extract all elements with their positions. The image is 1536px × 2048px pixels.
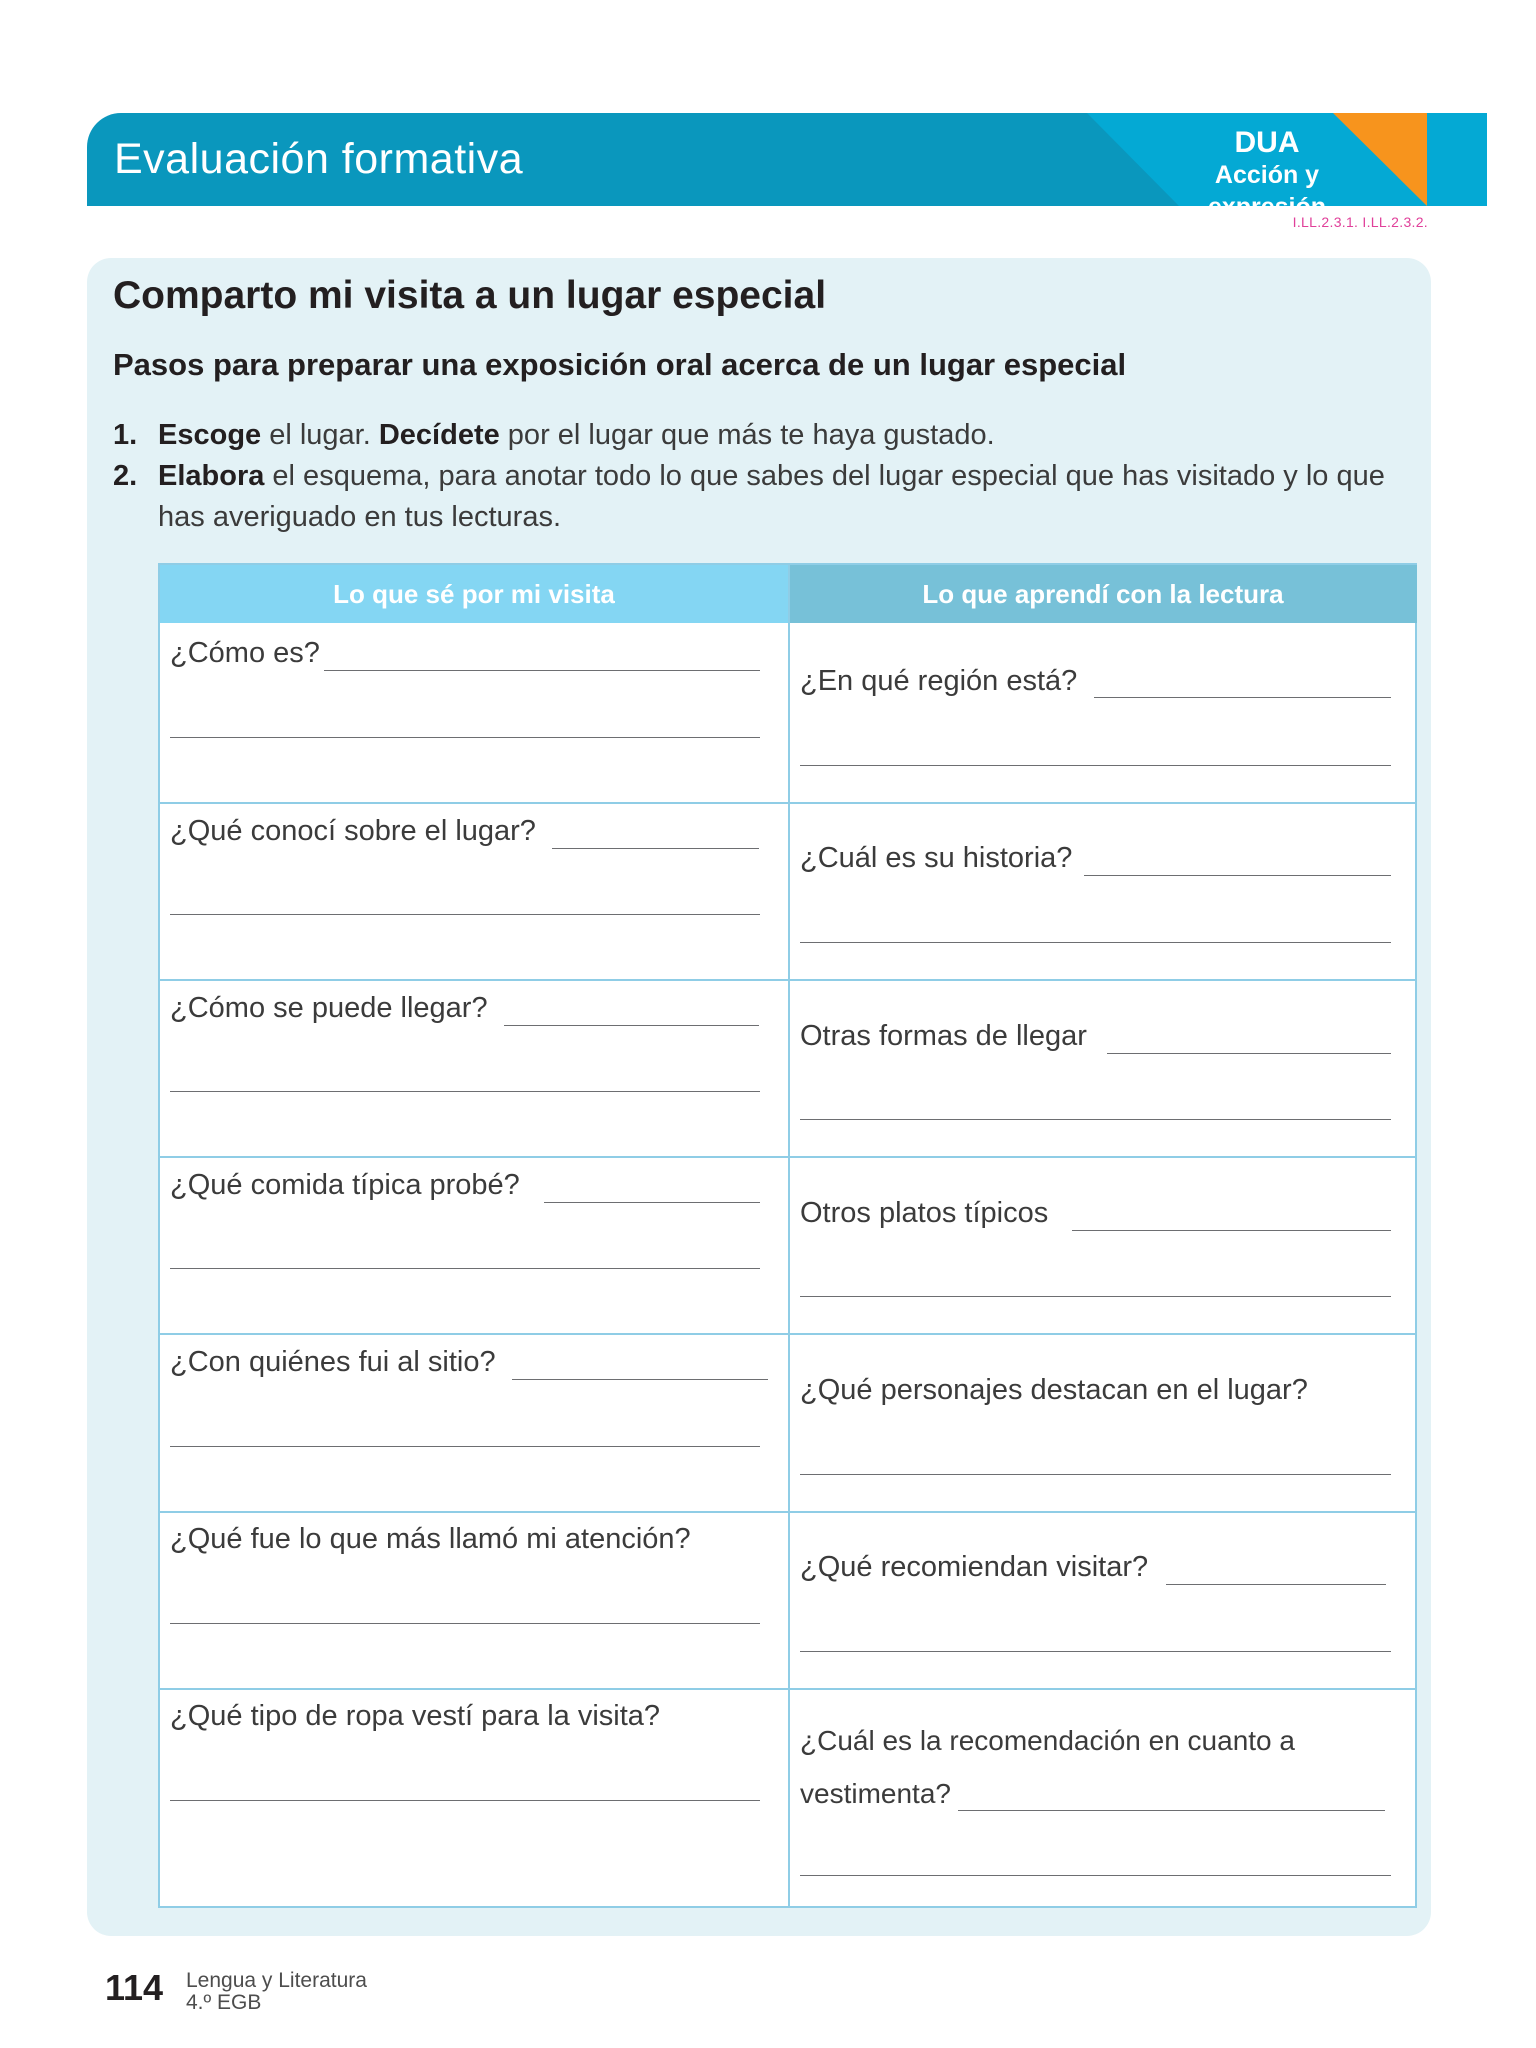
left-question: ¿Qué fue lo que más llamó mi atención? — [170, 1523, 691, 1555]
dua-label: DUA — [1234, 126, 1300, 159]
step-text: el esquema, para anotar todo lo que sabes del lugar especial que has visitado y lo que has averiguado en tus lecturas. — [158, 460, 1385, 533]
row-divider — [160, 979, 1415, 981]
answer-line[interactable] — [958, 1810, 1385, 1811]
row-divider — [160, 1688, 1415, 1690]
evaluation-indicators: I.LL.2.3.1. I.LL.2.3.2. — [1292, 214, 1428, 230]
answer-line[interactable] — [800, 765, 1391, 766]
left-question: ¿Con quiénes fui al sitio? — [170, 1346, 496, 1378]
column-header-reading: Lo que aprendí con la lectura — [789, 565, 1417, 623]
left-question: ¿Qué conocí sobre el lugar? — [170, 815, 536, 847]
row-divider — [160, 1511, 1415, 1513]
answer-line[interactable] — [170, 1623, 760, 1624]
right-question: ¿Qué recomiendan visitar? — [800, 1551, 1149, 1583]
answer-line[interactable] — [170, 914, 760, 915]
answer-line[interactable] — [800, 942, 1391, 943]
answer-line[interactable] — [170, 1091, 760, 1092]
left-question: ¿Qué tipo de ropa vestí para la visita? — [170, 1700, 661, 1732]
step-text: el lugar. — [261, 419, 379, 451]
left-question: ¿Cómo se puede llegar? — [170, 992, 488, 1024]
step-number: 1. — [113, 419, 138, 451]
book-subject — [186, 1970, 367, 2014]
answer-line[interactable] — [170, 1268, 760, 1269]
grade-level: 4.º EGB — [186, 1991, 262, 2014]
steps-list — [113, 415, 1423, 538]
answer-line[interactable] — [544, 1202, 760, 1203]
step-keyword: Elabora — [158, 460, 265, 492]
right-question: ¿Qué personajes destacan en el lugar? — [800, 1374, 1308, 1406]
answer-line[interactable] — [1084, 875, 1391, 876]
answer-line[interactable] — [170, 1446, 760, 1447]
answer-line[interactable] — [1072, 1230, 1391, 1231]
answer-line[interactable] — [1107, 1053, 1391, 1054]
column-header-visit: Lo que sé por mi visita — [160, 565, 788, 623]
answer-line[interactable] — [800, 1296, 1391, 1297]
answer-line[interactable] — [512, 1379, 768, 1380]
right-question: Otros platos típicos — [800, 1197, 1049, 1229]
answer-line[interactable] — [800, 1875, 1391, 1876]
right-question: ¿Cuál es la recomendación en cuanto a — [800, 1725, 1295, 1756]
right-question: Otras formas de llegar — [800, 1020, 1087, 1052]
step-keyword: Decídete — [378, 419, 500, 451]
dua-badge — [1167, 127, 1367, 223]
section-title: Evaluación formativa — [114, 135, 524, 183]
left-question: ¿Cómo es? — [170, 637, 320, 669]
section-banner — [87, 113, 1427, 221]
answer-line[interactable] — [800, 1119, 1391, 1120]
answer-line[interactable] — [1094, 697, 1391, 698]
step-number: 2. — [113, 460, 138, 492]
column-divider — [788, 565, 790, 1906]
row-divider — [160, 1156, 1415, 1158]
visit-schema-table — [158, 563, 1417, 1908]
answer-line[interactable] — [800, 1651, 1391, 1652]
subject-name: Lengua y Literatura — [186, 1969, 367, 1992]
row-divider — [160, 802, 1415, 804]
page-number: 114 — [105, 1967, 164, 2008]
right-question: ¿Cuál es su historia? — [800, 842, 1073, 874]
activity-title: Comparto mi visita a un lugar especial — [113, 274, 827, 317]
activity-subtitle: Pasos para preparar una exposición oral acerca de un lugar especial — [113, 347, 1127, 382]
right-question: ¿En qué región está? — [800, 665, 1078, 697]
answer-line[interactable] — [170, 1800, 760, 1801]
answer-line[interactable] — [800, 1474, 1391, 1475]
row-divider — [160, 1333, 1415, 1335]
answer-line[interactable] — [504, 1025, 759, 1026]
answer-line[interactable] — [1166, 1584, 1386, 1585]
step-item — [113, 415, 1423, 456]
left-question: ¿Qué comida típica probé? — [170, 1169, 520, 1201]
step-text: por el lugar que más te haya gustado. — [499, 419, 995, 451]
answer-line[interactable] — [552, 848, 759, 849]
answer-line[interactable] — [170, 737, 760, 738]
step-keyword: Escoge — [158, 419, 262, 451]
dua-subtitle: Acción y expresión — [1207, 161, 1327, 221]
right-question-continuation: vestimenta? — [800, 1778, 951, 1809]
step-item — [113, 456, 1423, 538]
answer-line[interactable] — [324, 670, 760, 671]
